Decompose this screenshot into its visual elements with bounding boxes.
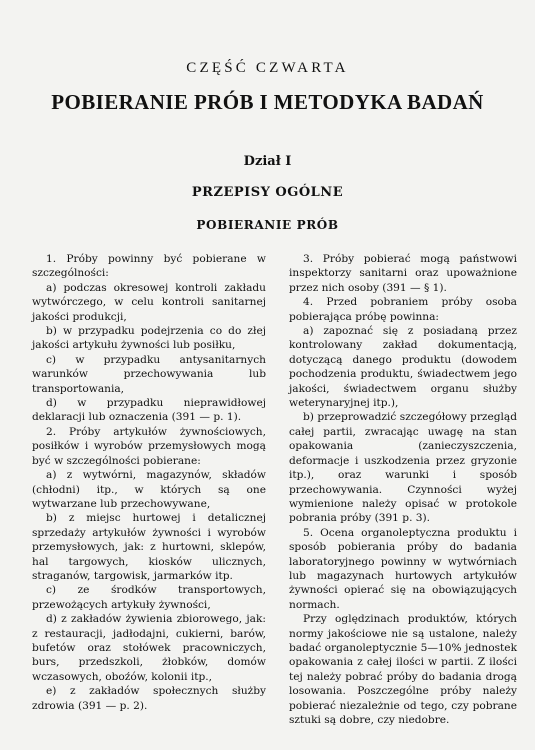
- paragraph: d) w przypadku nieprawidłowej deklaracji lub oznaczenia (391 — p. 1).: [32, 397, 266, 424]
- division-heading: Dział I: [243, 154, 292, 169]
- subsection-heading: POBIERANIE PRÓB: [196, 218, 339, 232]
- paragraph: b) z miejsc hurtowej i detalicznej sprzedaży artykułów żywności i wyrobów przemysłowych, jak: z hurtowni, sklepów, hal targowych, kiosków ulicznych, straganów, targowisk, jarmarków itp.: [32, 512, 266, 582]
- paragraph: c) ze środków transportowych, przewożących artykuły żywności,: [32, 584, 266, 611]
- part-heading: CZĘŚĆ CZWARTA: [186, 60, 349, 76]
- paragraph: a) podczas okresowej kontroli zakładu wytwórczego, w celu kontroli sanitarnej jakości produkcji,: [32, 281, 266, 323]
- paragraph: a) zapoznać się z posiadaną przez kontrolowany zakład dokumentacją, dotyczącą danego produktu (dowodem pochodzenia produktu, świadectwem jego jakości, świadectwem organu służby weterynaryjnej itp.),: [289, 325, 517, 410]
- chapter-title: POBIERANIE PRÓB I METODYKA BADAŃ: [51, 90, 484, 114]
- paragraph: d) z zakładów żywienia zbiorowego, jak: z restauracji, jadłodajni, cukierni, barów, bufetów oraz stołówek pracowniczych, burs, przedszkoli, żłobków, domów wczasowych, oboźów, kolonii itp.,: [32, 613, 266, 683]
- paragraph: b) w przypadku podejrzenia co do złej jakości artykułu żywności lub posiłku,: [32, 325, 266, 352]
- paragraph: b) przeprowadzić szczegółowy przegląd całej partii, zwracając uwagę na stan opakowania (zanieczyszczenia, deformacje i uszkodzenia przez gryzonie itp.), oraz warunki i sposób przechowywania. Czynności wyżej wymienione należy opisać w protokole pobrania próby (391 p. 3).: [289, 411, 517, 525]
- paragraph: Przy oględzinach produktów, których normy jakościowe nie są ustalone, należy badać organoleptycznie 5—10% jednostek opakowania z całej ilości w partii. Z ilości tej należy pobrać próby do badania drogą losowania. Poszczególne próby należy pobierać niezależnie od tego, czy pobrane sztuki są dobre, czy niedobre.: [289, 613, 517, 726]
- paragraph: 1. Próby powinny być pobierane w szczególności:: [32, 253, 266, 280]
- left-column: [32, 252, 266, 713]
- paragraph: c) w przypadku antysanitarnych warunków przechowywania lub transportowania,: [32, 353, 266, 395]
- paragraph: a) z wytwórni, magazynów, składów (chłodni) itp., w których są one wytwarzane lub przechowywane,: [32, 469, 266, 510]
- paragraph: 4. Przed pobraniem próby osoba pobierająca próbę powinna:: [289, 296, 517, 323]
- right-column: [289, 252, 517, 727]
- section-heading: PRZEPISY OGÓLNE: [191, 185, 344, 200]
- paragraph: 2. Próby artykułów żywnościowych, posiłków i wyrobów przemysłowych mogą być w szczególności pobierane:: [32, 425, 266, 467]
- paragraph: 5. Ocena organoleptyczna produktu i sposób pobierania próby do badania laboratoryjnego powinny w wytwórniach lub magazynach hurtowych artykułów żywności opierać się na obowiązujących normach.: [289, 526, 517, 611]
- paragraph: e) z zakładów społecznych służby zdrowia (391 — p. 2).: [32, 685, 266, 712]
- paragraph: 3. Próby pobierać mogą państwowi inspektorzy sanitarni oraz upoważnione przez nich osoby (391 — § 1).: [289, 253, 517, 294]
